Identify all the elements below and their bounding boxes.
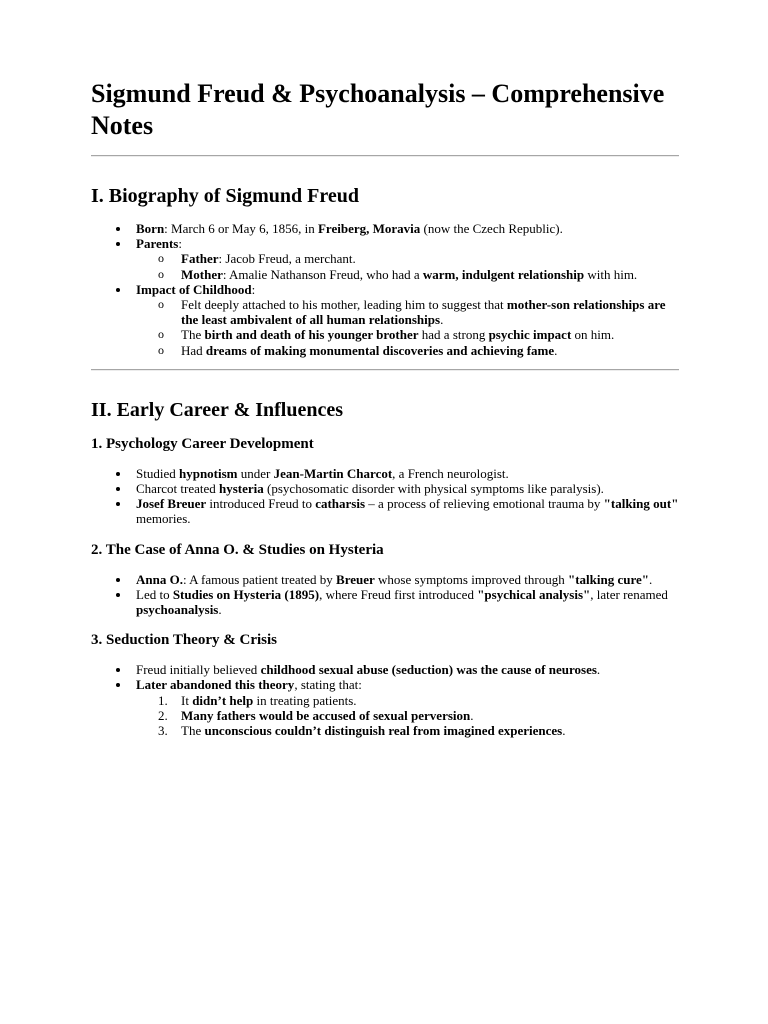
- list-item-studies-on-hysteria: Led to Studies on Hysteria (1895), where Freud first introduced "psychical analysis", later renamed psychoanalysis.: [136, 587, 679, 617]
- parents-sublist: [136, 251, 679, 281]
- list-item-impact-1: o Felt deeply attached to his mother, leading him to suggest that mother-son relationships are the least ambivalent of all human relationships.: [181, 297, 679, 327]
- numbered-item-1: 1. It didn’t help in treating patients.: [158, 692, 357, 708]
- list-item-parents: Parents: o Father: Jacob Freud, a merchant. o Mother: Amalie Nathanson Freud, who had a warm, indulgent relationship with him.: [136, 236, 679, 282]
- section-heading-early-career: II. Early Career & Influences: [91, 398, 344, 421]
- list-item-hysteria: Charcot treated hysteria (psychosomatic disorder with physical symptoms like paralysis).: [136, 481, 679, 496]
- section-heading-biography: I. Biography of Sigmund Freud: [91, 185, 360, 207]
- list-item-anna-o: Anna O.: A famous patient treated by Breuer whose symptoms improved through "talking cure".: [136, 572, 679, 587]
- list-item-impact-3: o Had dreams of making monumental discoveries and achieving fame.: [181, 343, 679, 358]
- list-item-father: o Father: Jacob Freud, a merchant.: [181, 251, 679, 266]
- document-page: [91, 78, 679, 738]
- list-item-impact-2: o The birth and death of his younger brother had a strong psychic impact on him.: [181, 327, 679, 342]
- list-item-mother: o Mother: Amalie Nathanson Freud, who had a warm, indulgent relationship with him.: [181, 267, 679, 282]
- divider: [91, 155, 679, 157]
- impact-sublist: [136, 297, 679, 358]
- numbered-item-3: 3. The unconscious couldn’t distinguish real from imagined experiences.: [158, 723, 566, 739]
- biography-list: [91, 221, 679, 358]
- divider: [91, 369, 679, 371]
- reasons-numbered-list: [136, 693, 679, 739]
- numbered-item-2: 2. Many fathers would be accused of sexual perversion.: [158, 707, 474, 723]
- list-item-initial-belief: Freud initially believed childhood sexual abuse (seduction) was the cause of neuroses.: [136, 662, 679, 677]
- list-item-hypnotism: Studied hypnotism under Jean-Martin Charcot, a French neurologist.: [136, 466, 679, 481]
- list-item-born: Born: March 6 or May 6, 1856, in Freiberg, Moravia (now the Czech Republic).: [136, 221, 679, 236]
- list-item-abandoned-theory: Later abandoned this theory, stating that: 1. It didn’t help in treating patients. 2. Many fathers would be accused of sexual perversion. 3. The unconscious couldn’t distinguish real from imagined experiences.: [136, 677, 679, 738]
- list-item-impact: Impact of Childhood: o Felt deeply attached to his mother, leading him to suggest that mother-son relationships are the least ambivalent of all human relationships. o The birth and death of his younger brother had a strong psychic impact on him. o Had dreams of making monumental discoveries and achieving fame.: [136, 282, 679, 358]
- subsection-heading-seduction-theory: 3. Seduction Theory & Crisis: [91, 632, 277, 649]
- list-item-breuer: Josef Breuer introduced Freud to catharsis – a process of relieving emotional trauma by "talking out" memories.: [136, 496, 679, 527]
- career-list: [91, 466, 679, 527]
- subsection-heading-career-development: 1. Psychology Career Development: [91, 435, 314, 452]
- anna-o-list: [91, 572, 679, 618]
- document-title: Sigmund Freud & Psychoanalysis – Comprehensive Notes: [91, 79, 665, 140]
- subsection-heading-anna-o: 2. The Case of Anna O. & Studies on Hysteria: [91, 541, 384, 558]
- seduction-list: [91, 662, 679, 738]
